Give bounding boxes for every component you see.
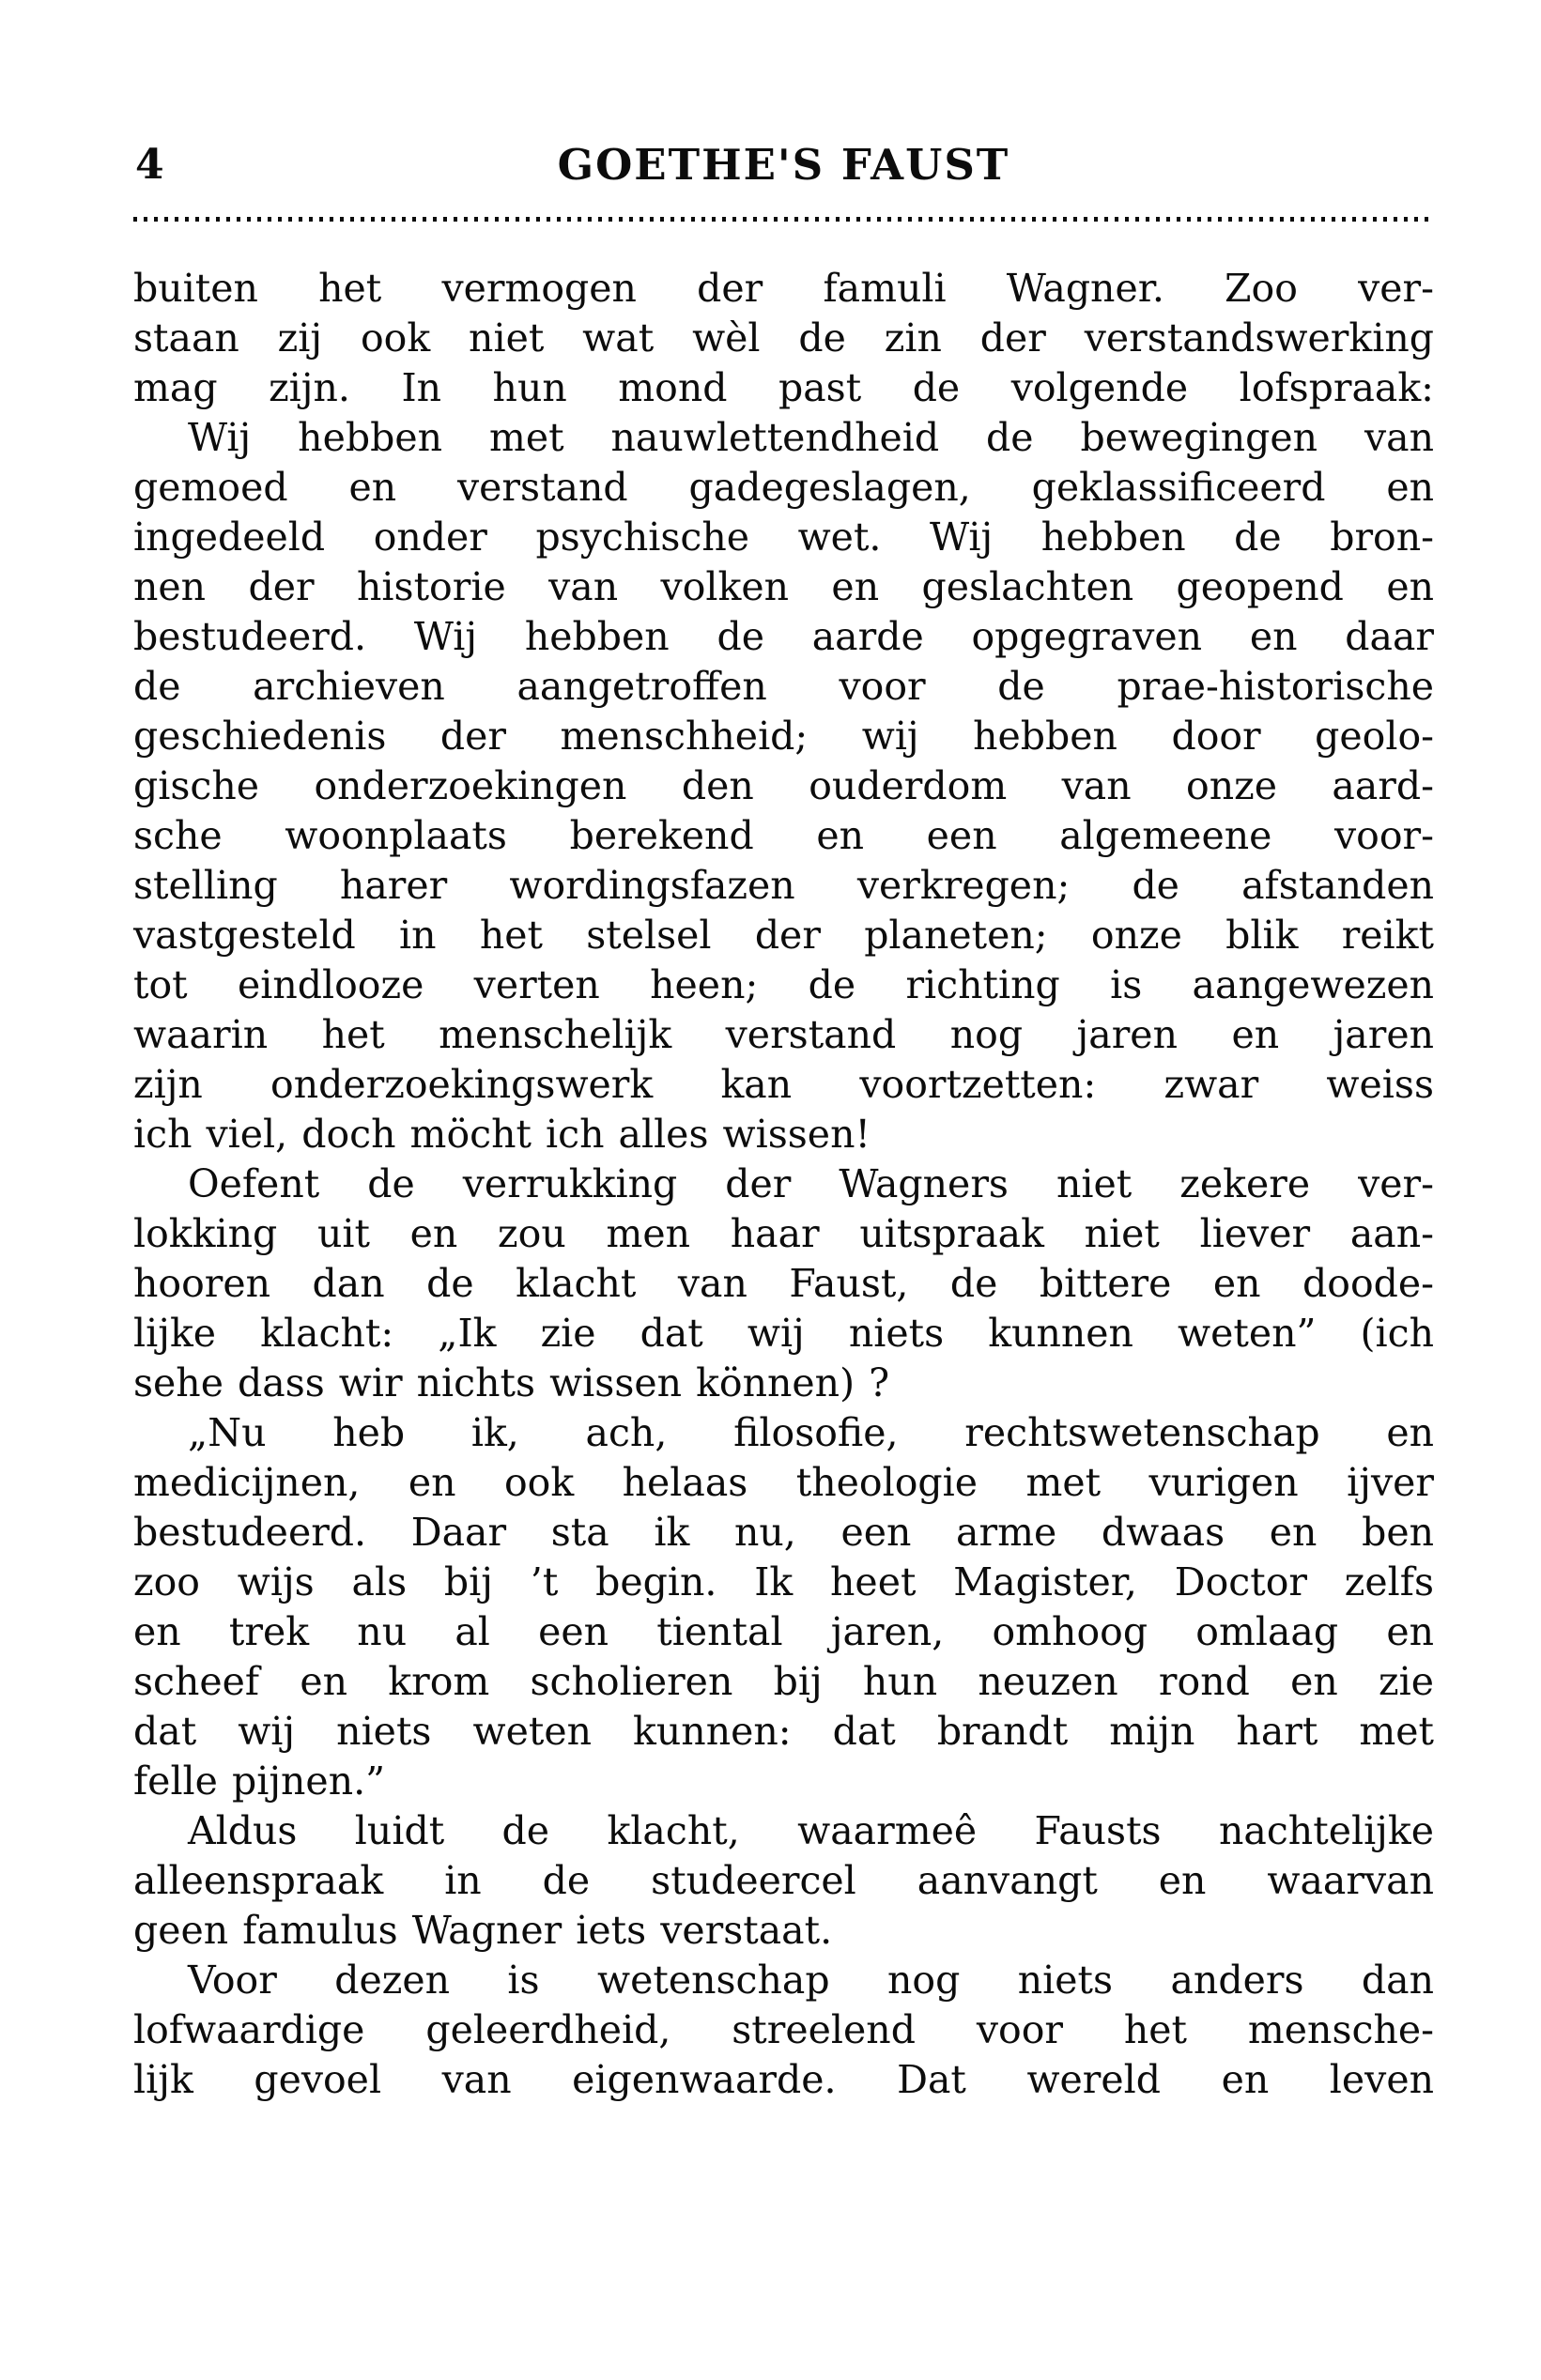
text-line: zijn onderzoekingswerk kan voortzetten: zwar weiss — [133, 1062, 1434, 1107]
paragraph — [133, 264, 1434, 413]
paragraph — [133, 1159, 1434, 1408]
text-line: dat wij niets weten kunnen: dat brandt mijn hart met — [133, 1709, 1434, 1754]
running-header-title: GOETHE'S FAUST — [557, 140, 1010, 190]
paragraph — [133, 1806, 1434, 1956]
text-line: geschiedenis der menschheid; wij hebben door geolo- — [133, 714, 1434, 759]
text-line: medicijnen, en ook helaas theologie met vurigen ijver — [133, 1460, 1434, 1505]
paragraph — [133, 413, 1434, 1159]
text-line: Wij hebben met nauwlettendheid de bewegingen van — [188, 415, 1434, 460]
text-line: waarin het menschelijk verstand nog jaren en jaren — [133, 1012, 1434, 1057]
text-line: felle pijnen.” — [133, 1758, 386, 1804]
text-line: lofwaardige geleerdheid, streelend voor het mensche- — [133, 2007, 1434, 2052]
text-line: nen der historie van volken en geslachten geopend en — [133, 564, 1434, 609]
text-line: Oefent de verrukking der Wagners niet zekere ver- — [188, 1161, 1434, 1206]
text-line: staan zij ook niet wat wèl de zin der verstandswerking — [133, 315, 1434, 361]
body-text — [133, 264, 1434, 2105]
text-line: sehe dass wir nichts wissen können) ? — [133, 1360, 890, 1405]
text-line: scheef en krom scholieren bij hun neuzen rond en zie — [133, 1659, 1434, 1704]
dotted-rule-divider — [133, 217, 1434, 222]
page-header — [133, 141, 1434, 195]
text-line: „Nu heb ik, ach, filosofie, rechtswetenschap en — [188, 1410, 1434, 1455]
text-line: lijk gevoel van eigenwaarde. Dat wereld en leven — [133, 2057, 1434, 2102]
text-line: hooren dan de klacht van Faust, de bittere en doode- — [133, 1261, 1434, 1306]
text-line: sche woonplaats berekend en een algemeene voor- — [133, 813, 1434, 858]
text-line: stelling harer wordingsfazen verkregen; de afstanden — [133, 863, 1434, 908]
text-line: ingedeeld onder psychische wet. Wij hebben de bron- — [133, 514, 1434, 560]
text-line: geen famulus Wagner iets verstaat. — [133, 1908, 833, 1953]
text-line: gische onderzoekingen den ouderdom van onze aard- — [133, 763, 1434, 808]
text-line: bestudeerd. Wij hebben de aarde opgegraven en daar — [133, 614, 1434, 659]
text-line: bestudeerd. Daar sta ik nu, een arme dwaas en ben — [133, 1510, 1434, 1555]
text-line: tot eindlooze verten heen; de richting is aangewezen — [133, 962, 1434, 1007]
text-line: buiten het vermogen der famuli Wagner. Zoo ver- — [133, 266, 1434, 311]
text-line: lokking uit en zou men haar uitspraak niet liever aan- — [133, 1211, 1434, 1256]
text-line: vastgesteld in het stelsel der planeten; onze blik reikt — [133, 913, 1434, 958]
text-line: Voor dezen is wetenschap nog niets anders dan — [188, 1958, 1434, 2003]
text-line: alleenspraak in de studeercel aanvangt en waarvan — [133, 1858, 1434, 1903]
text-line: de archieven aangetroffen voor de prae-historische — [133, 664, 1434, 709]
paragraph — [133, 1956, 1434, 2105]
paragraph — [133, 1408, 1434, 1806]
text-line: en trek nu al een tiental jaren, omhoog omlaag en — [133, 1609, 1434, 1654]
text-line: zoo wijs als bij ’t begin. Ik heet Magister, Doctor zelfs — [133, 1559, 1434, 1605]
text-line: gemoed en verstand gadegeslagen, geklassificeerd en — [133, 465, 1434, 510]
text-line: ich viel, doch möcht ich alles wissen! — [133, 1112, 871, 1157]
text-line: Aldus luidt de klacht, waarmeê Fausts nachtelijke — [188, 1808, 1434, 1853]
text-line: lijke klacht: „Ik zie dat wij niets kunnen weten” (ich — [133, 1311, 1434, 1356]
text-line: mag zijn. In hun mond past de volgende lofspraak: — [133, 365, 1434, 410]
page-number: 4 — [135, 141, 165, 189]
